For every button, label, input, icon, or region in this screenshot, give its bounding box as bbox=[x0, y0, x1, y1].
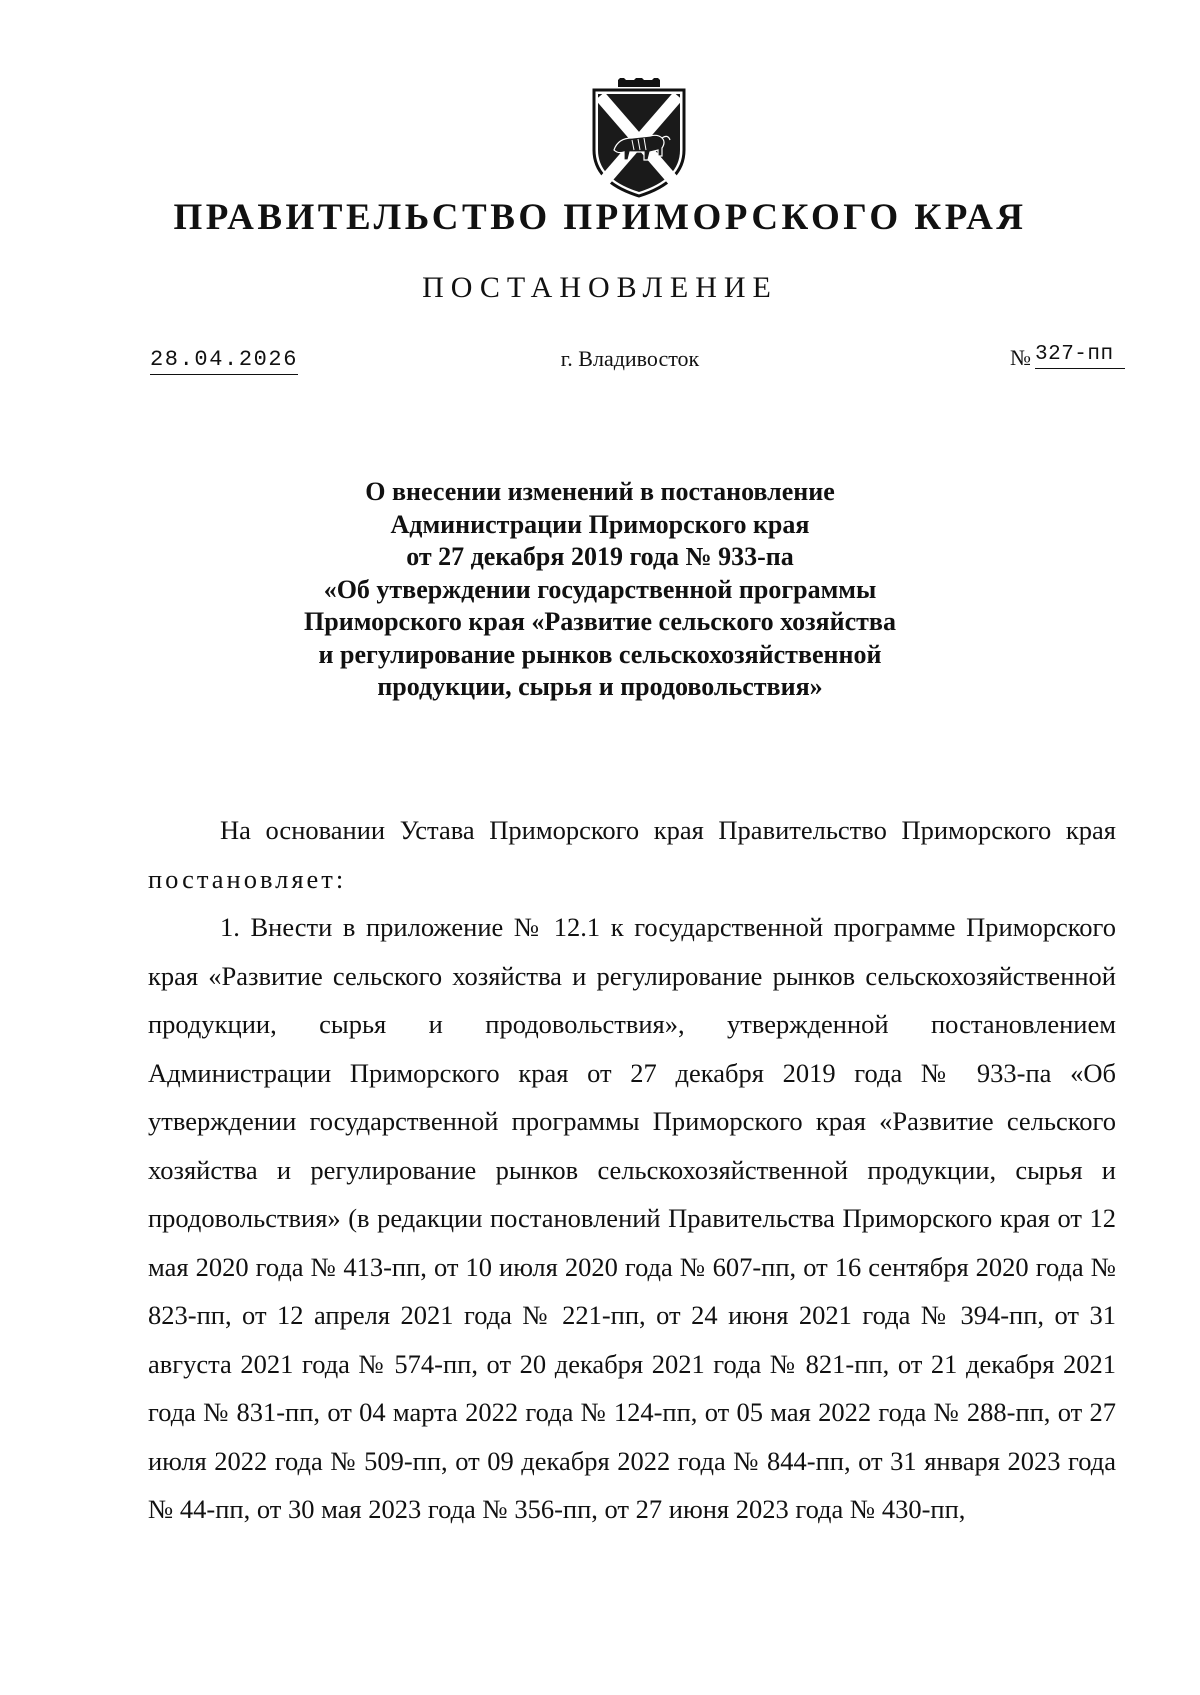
heading-line: и регулирование рынков сельскохозяйственной bbox=[318, 639, 882, 669]
preamble-text: На основании Устава Приморского края Правительство Приморского края bbox=[220, 815, 1116, 845]
heading-line: Приморского края «Развитие сельского хозяйства bbox=[304, 607, 896, 636]
document-heading bbox=[280, 476, 920, 704]
number-sign: № bbox=[1010, 345, 1031, 370]
clause-paragraph: 1. Внести в приложение № 12.1 к государственной программе Приморского края «Развитие сельского хозяйства и регулирование рынков сельскохозяйственной продукции, сырья и продовольствия», утвержденной постановлением Администрации Приморского края от 27 декабря 2019 года № 933-па «Об утверждении государственной программы Приморского края «Развитие сельского хозяйства и регулирование рынков сельскохозяйственной продукции, сырья и продовольствия» (в редакции постановлений Правительства Приморского края от 12 мая 2020 года № 413-пп, от 10 июля 2020 года № 607-пп, от 16 сентября 2020 года № 823-пп, от 12 апреля 2021 года № 221-пп, от 24 июня 2021 года № 394-пп, от 31 августа 2021 года № 574-пп, от 20 декабря 2021 года № 821-пп, от 21 декабря 2021 года № 831-пп, от 04 марта 2022 года № 124-пп, от 05 мая 2022 года № 288-пп, от 27 июля 2022 года № 509-пп, от 09 декабря 2022 года № 844-пп, от 31 января 2023 года № 44-пп, от 30 мая 2023 года № 356-пп, от 27 июня 2023 года № 430-пп, bbox=[148, 912, 1116, 1524]
decree-word: постановляет: bbox=[148, 863, 347, 894]
heading-line: от 27 декабря 2019 года № 933-па bbox=[406, 542, 794, 571]
organization-title: ПРАВИТЕЛЬСТВО ПРИМОРСКОГО КРАЯ bbox=[173, 197, 1027, 238]
heading-line: О внесении изменений в постановление bbox=[365, 477, 835, 506]
heading-line: Администрации Приморского края bbox=[390, 509, 810, 539]
preamble-paragraph bbox=[148, 806, 1116, 903]
heading-line: продукции, сырья и продовольствия» bbox=[377, 672, 823, 701]
document-body bbox=[148, 806, 1116, 1534]
heading-line: «Об утверждении государственной программы bbox=[323, 574, 877, 604]
coat-of-arms-emblem bbox=[588, 78, 690, 198]
document-type: ПОСТАНОВЛЕНИЕ bbox=[422, 271, 778, 304]
document-date: 28.04.2026 bbox=[150, 347, 298, 375]
document-city: г. Владивосток bbox=[560, 346, 700, 371]
document-number bbox=[1010, 343, 1125, 373]
number-value: 327-пп bbox=[1035, 343, 1125, 369]
